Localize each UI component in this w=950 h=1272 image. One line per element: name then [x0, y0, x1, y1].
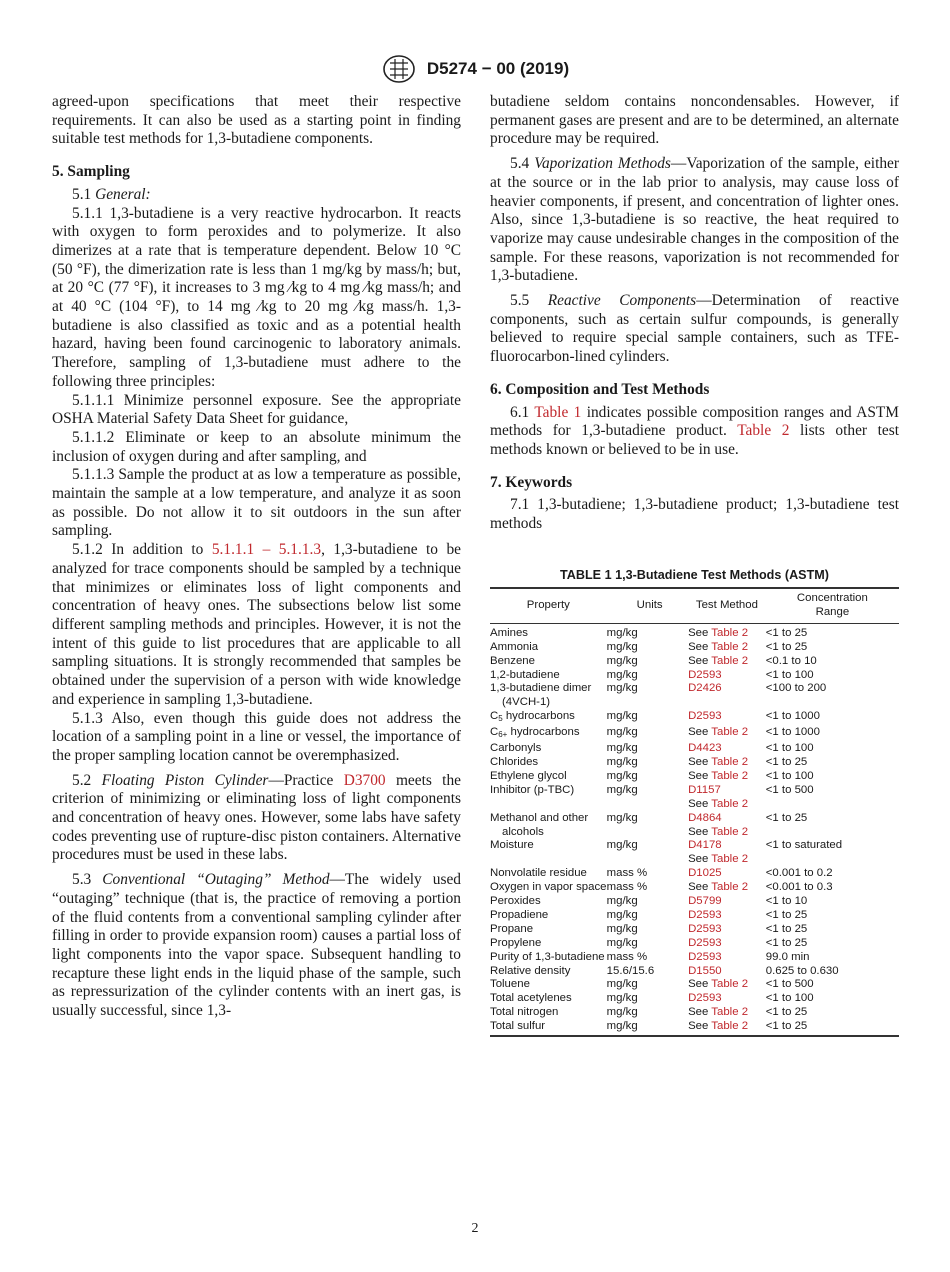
- cell-test-method: [688, 923, 766, 937]
- link-table-2[interactable]: Table 2: [711, 797, 749, 810]
- cell-test-method: See Table 2: [688, 1020, 766, 1036]
- cell-concentration-range: <100 to 200: [765, 682, 827, 695]
- cell-property: Total sulfur: [490, 1020, 607, 1036]
- link-table-2[interactable]: Table 2: [711, 978, 749, 991]
- cell-test-method: [688, 992, 766, 1006]
- cell-property: Ammonia: [490, 640, 539, 653]
- table-row: [490, 978, 899, 992]
- cell-concentration-range: 99.0 min: [765, 950, 810, 963]
- section-7-heading: 7. Keywords: [490, 473, 573, 491]
- cell-concentration-range: <1 to 500: [765, 783, 814, 796]
- cell-units: mg/kg: [606, 992, 638, 1005]
- link-test-method[interactable]: D2593: [688, 922, 722, 935]
- cell-units: mg/kg: [606, 755, 638, 768]
- cell-concentration-range: <1 to 500: [765, 978, 814, 991]
- cell-units: mg/kg: [606, 811, 638, 824]
- link-table-2[interactable]: Table 2: [711, 1006, 749, 1019]
- cell-units: mg/kg: [606, 783, 638, 796]
- cell-property: Benzene: [490, 654, 535, 667]
- cell-test-method: [688, 669, 766, 683]
- cell-property: Relative density: [490, 964, 571, 977]
- table-row: [490, 756, 899, 770]
- cell-concentration-range: <0.1 to 10: [765, 654, 817, 667]
- cell-test-method: [688, 710, 766, 726]
- cell-units: mass %: [606, 881, 648, 894]
- link-test-method[interactable]: D4864: [688, 811, 722, 824]
- header-units: Units: [607, 588, 688, 623]
- link-test-method[interactable]: D2593: [688, 936, 722, 949]
- cell-units: mg/kg: [606, 710, 638, 723]
- cell-units: mg/kg: [606, 978, 638, 991]
- cell-test-method: D4178 See Table 2: [688, 839, 749, 866]
- section-5-1: 5.1 General:: [72, 185, 151, 203]
- table-row: [490, 992, 899, 1006]
- link-test-method[interactable]: D1157: [688, 783, 721, 796]
- cell-concentration-range: <0.001 to 0.2: [765, 867, 833, 880]
- section-5-1-2: 5.1.2 In addition to 5.1.1.1 – 5.1.1.3, 1,3-butadiene to be analyzed for trace components should be sampled by a technique that minimizes or eliminates loss of light components and concentration of heavy ones. The subsections below list some different sampling methods and principles. However, it is not the intent of this guide to list procedures that are applicable to all sampling situations. It is strongly recommended that samples be obtained under the supervision of a person with wide knowledge and experience in sampling 1,3-butadiene.: [52, 541, 461, 708]
- link-test-method[interactable]: D5799: [688, 895, 722, 908]
- section-5-1-1-2: 5.1.1.2 Eliminate or keep to an absolute minimum the inclusion of oxygen during and after sampling, and: [52, 428, 461, 465]
- cell-concentration-range: <1 to 25: [765, 936, 808, 949]
- link-table-2[interactable]: Table 2: [711, 755, 749, 768]
- cell-concentration-range: <1 to 100: [765, 769, 814, 782]
- table-row: [490, 881, 899, 895]
- link-table-2[interactable]: Table 2: [711, 853, 749, 866]
- cell-concentration-range: <0.001 to 0.3: [765, 881, 833, 894]
- cell-property: Toluene: [490, 978, 530, 991]
- cell-concentration-range: <1 to 25: [765, 922, 808, 935]
- cell-concentration-range: <1 to 10: [765, 895, 808, 908]
- cell-property: 1,2-butadiene: [490, 668, 560, 681]
- table-row: [490, 669, 899, 683]
- astm-logo-icon: [381, 54, 417, 84]
- link-table-2[interactable]: Table 2: [711, 1020, 749, 1033]
- cell-test-method: See Table 2: [688, 726, 749, 739]
- cell-property: Purity of 1,3-butadiene: [490, 950, 605, 963]
- cell-test-method: [688, 742, 766, 756]
- intro-paragraph: agreed-upon specifications that meet their respective requirements. It can also be used as a starting point in finding suitable test methods for 1,3-butadiene components.: [52, 93, 461, 148]
- cell-units: mass %: [606, 867, 648, 880]
- link-test-method[interactable]: D4423: [688, 742, 722, 755]
- table-row: [490, 965, 899, 979]
- cell-property: Propane: [490, 922, 534, 935]
- table-row: [490, 641, 899, 655]
- cell-property: Inhibitor (p-TBC): [490, 783, 575, 796]
- cell-property: Amines: [490, 626, 528, 639]
- header-property: Property: [490, 588, 607, 623]
- cell-concentration-range: <1 to 1000: [765, 710, 820, 723]
- cell-property: Nonvolatile residue: [490, 867, 587, 880]
- cell-test-method: See Table 2: [688, 769, 749, 782]
- cell-concentration-range: <1 to 100: [765, 668, 814, 681]
- cell-test-method: See Table 2: [688, 654, 749, 667]
- document-designation: D5274 − 00 (2019): [426, 59, 570, 78]
- table-1-title: TABLE 1 1,3-Butadiene Test Methods (ASTM): [560, 568, 829, 582]
- cell-property: Propadiene: [490, 908, 549, 921]
- cell-property: Ethylene glycol: [490, 769, 567, 782]
- section-5-1-3: 5.1.3 Also, even though this guide does not address the location of a sampling point in a line or vessel, the importance of the proper sampling location cannot be overemphasized.: [52, 709, 461, 764]
- cell-concentration-range: 0.625 to 0.630: [765, 964, 839, 977]
- cell-concentration-range: <1 to 25: [765, 1006, 808, 1019]
- table-row: [490, 710, 899, 726]
- table-row: [490, 726, 899, 742]
- cell-test-method: See Table 2: [688, 626, 749, 639]
- cell-concentration-range: <1 to 25: [765, 755, 808, 768]
- page-header: [0, 54, 950, 84]
- cell-concentration-range: <1 to 25: [765, 811, 808, 824]
- page-number: 2: [471, 1221, 479, 1236]
- cell-property: Chlorides: [490, 755, 539, 768]
- cell-test-method: D1157 See Table 2: [688, 783, 749, 810]
- link-table-2[interactable]: Table 2: [737, 422, 790, 440]
- cell-test-method: See Table 2: [688, 978, 749, 991]
- cell-units: mass %: [606, 950, 648, 963]
- section-5-1-1-3: 5.1.1.3 Sample the product at as low a temperature as possible, maintain the sample at a low temperature, and analyze it as soon as possible. Do not allow it to sit outdoors in the sun after sampling.: [52, 466, 461, 540]
- link-table-2[interactable]: Table 2: [711, 769, 749, 782]
- table-row: [490, 682, 899, 710]
- cell-property: Total nitrogen: [490, 1006, 559, 1019]
- right-column: [490, 93, 899, 534]
- link-table-2[interactable]: Table 2: [711, 726, 749, 739]
- link-test-method[interactable]: D1550: [688, 964, 722, 977]
- cell-test-method: See Table 2: [688, 881, 749, 894]
- link-test-method[interactable]: D1025: [688, 867, 722, 880]
- link-test-method[interactable]: D2593: [688, 668, 722, 681]
- section-5-heading: 5. Sampling: [52, 163, 130, 181]
- section-5-2: 5.2 Floating Piston Cylinder—Practice D3700 meets the criterion of minimizing or eliminating loss of light components and concentration of heavy ones. However, some labs have safety codes preventing use of rupture-disc piston containers. Alternative procedures must be used in these labs.: [52, 771, 461, 864]
- table-row: [490, 1020, 899, 1036]
- link-test-method[interactable]: D4178: [688, 839, 722, 852]
- cell-units: mg/kg: [606, 769, 638, 782]
- cell-units: mg/kg: [606, 1006, 638, 1019]
- link-test-method[interactable]: D2593: [688, 710, 722, 723]
- cell-property: Total acetylenes: [490, 992, 572, 1005]
- cell-test-method: [688, 965, 766, 979]
- cell-units: mg/kg: [606, 839, 638, 852]
- cell-property: Propylene: [490, 936, 542, 949]
- table-row: [490, 742, 899, 756]
- cell-units: mg/kg: [606, 626, 638, 639]
- link-table-1[interactable]: Table 1: [534, 403, 582, 421]
- table-1: [490, 587, 899, 1037]
- table-row: [490, 937, 899, 951]
- cell-units: mg/kg: [606, 726, 638, 739]
- link-test-method[interactable]: D2593: [688, 992, 722, 1005]
- table-row: [490, 770, 899, 784]
- cell-property: $C_5$ hydrocarbons: [490, 710, 575, 724]
- cell-property: Moisture: [490, 839, 534, 852]
- table-row: [490, 867, 899, 881]
- section-6-1: 6.1 Table 1 indicates possible composition ranges and ASTM methods for 1,3-butadiene product. Table 2 lists other test methods known or believed to be in use.: [490, 403, 899, 458]
- table-row: [490, 812, 899, 840]
- header-concentration-range: Concentration Range: [766, 588, 899, 623]
- cell-test-method: [688, 895, 766, 909]
- section-5-5: 5.5 Reactive Components—Determination of reactive components, such as certain sulfur compounds, is generally believed to require special sample containers, such as TFE-fluorocarbon-lined cylinders.: [490, 292, 899, 366]
- section-5-4: 5.4 Vaporization Methods—Vaporization of the sample, either at the source or in the lab prior to analysis, may cause loss of heavier components, if present, and concentration of lighter ones. Also, since 1,3-butadiene is so reactive, the heat required to vaporize may cause undesirable changes in the composition of the sample. For these reasons, vaporization is not recommended for 1,3-butadiene.: [490, 155, 899, 285]
- section-6-heading: 6. Composition and Test Methods: [490, 380, 710, 398]
- cell-test-method: See Table 2: [688, 640, 749, 653]
- table-row: [490, 784, 899, 812]
- cell-test-method: See Table 2: [688, 1006, 749, 1019]
- cell-units: mg/kg: [606, 908, 638, 921]
- cell-test-method: [688, 951, 766, 965]
- section-5-3-continued: butadiene seldom contains noncondensables. However, if permanent gases are present and are to be determined, an alternate procedure may be required.: [490, 93, 899, 148]
- link-table-2[interactable]: Table 2: [711, 626, 749, 639]
- cell-units: mg/kg: [606, 936, 638, 949]
- cell-concentration-range: <1 to 1000: [765, 726, 820, 739]
- cell-property: Methanol and other alcohols: [490, 811, 589, 838]
- table-row: [490, 951, 899, 965]
- section-7-1: 7.1 1,3-butadiene; 1,3-butadiene product; 1,3-butadiene test methods: [490, 496, 899, 533]
- link-table-2[interactable]: Table 2: [711, 881, 749, 894]
- left-column: [52, 93, 461, 1021]
- link-table-2[interactable]: Table 2: [711, 825, 749, 838]
- table-row: [490, 839, 899, 867]
- cell-property: Peroxides: [490, 895, 541, 908]
- section-5-1-1-1: 5.1.1.1 Minimize personnel exposure. See the appropriate OSHA Material Safety Data Sheet for guidance,: [52, 391, 461, 428]
- cell-units: mg/kg: [606, 654, 638, 667]
- link-table-2[interactable]: Table 2: [711, 640, 749, 653]
- cell-test-method: [688, 682, 766, 710]
- table-row: [490, 1006, 899, 1020]
- cell-units: mg/kg: [606, 895, 638, 908]
- cell-concentration-range: <1 to 25: [765, 640, 808, 653]
- cell-units: mg/kg: [606, 742, 638, 755]
- section-5-1-1: 5.1.1 1,3-butadiene is a very reactive hydrocarbon. It reacts with oxygen to form peroxides and to polymerize. It also dimerizes at a rate that is temperature dependent. Below 10 °C (50 °F), the dimerization rate is less than 1 mg/kg by mass/h; but, at 20 °C (77 °F), it increases to 3 mg ⁄kg to 4 mg ⁄kg mass/h; and at 40 °C (104 °F), to 14 mg ⁄kg to 20 mg ⁄kg mass/h. 1,3-butadiene is also classified as toxic and as a potential health hazard, having been found carcinogenic to laboratory animals. Therefore, sampling of 1,3-butadiene must adhere to the following three principles:: [52, 204, 461, 390]
- link-table-2[interactable]: Table 2: [711, 654, 749, 667]
- cell-units: mg/kg: [606, 640, 638, 653]
- cell-units: mg/kg: [606, 682, 638, 695]
- link-test-method[interactable]: D2593: [688, 950, 722, 963]
- section-5-3: 5.3 Conventional “Outaging” Method—The widely used “outaging” technique (that is, the practice of removing a portion of the fluid contents from a conventional sampling cylinder after filling in order to provide expansion room) causes a partial loss of light components into the vapor space. Subsequent handling to recapture these light ends in the liquid phase of the sample, such as repressurization of the cylinder contents with an inert gas, is usually successful, since 1,3-: [52, 871, 461, 1020]
- table-row: [490, 623, 899, 640]
- cell-property: 1,3-butadiene dimer (4VCH-1): [490, 682, 592, 709]
- cell-concentration-range: <1 to 25: [765, 626, 808, 639]
- header-test-method: Test Method: [688, 588, 766, 623]
- cell-units: mg/kg: [607, 1020, 688, 1036]
- cell-test-method: [688, 937, 766, 951]
- table-row: [490, 909, 899, 923]
- cell-property: $C_{6+}$ hydrocarbons: [490, 726, 580, 740]
- link-test-method[interactable]: D2426: [688, 682, 722, 695]
- link-5-1-1-1[interactable]: 5.1.1.1 – 5.1.1.3: [211, 541, 322, 559]
- cell-test-method: [688, 909, 766, 923]
- link-d3700[interactable]: D3700: [343, 771, 386, 789]
- cell-concentration-range: <1 to 100: [765, 992, 814, 1005]
- cell-concentration-range: <1 to 25: [765, 908, 808, 921]
- cell-property: Carbonyls: [490, 742, 542, 755]
- cell-units: 15.6/15.6: [606, 964, 655, 977]
- link-test-method[interactable]: D2593: [688, 908, 722, 921]
- table-row: [490, 923, 899, 937]
- cell-concentration-range: <1 to 25: [766, 1020, 899, 1036]
- table-header-row: [490, 588, 899, 623]
- cell-test-method: [688, 867, 766, 881]
- cell-units: mg/kg: [606, 668, 638, 681]
- table-row: [490, 895, 899, 909]
- cell-test-method: D4864 See Table 2: [688, 811, 749, 838]
- cell-concentration-range: <1 to saturated: [765, 839, 843, 852]
- table-row: [490, 655, 899, 669]
- cell-concentration-range: <1 to 100: [765, 742, 814, 755]
- cell-property: Oxygen in vapor space: [490, 881, 607, 894]
- cell-units: mg/kg: [606, 922, 638, 935]
- cell-test-method: See Table 2: [688, 755, 749, 768]
